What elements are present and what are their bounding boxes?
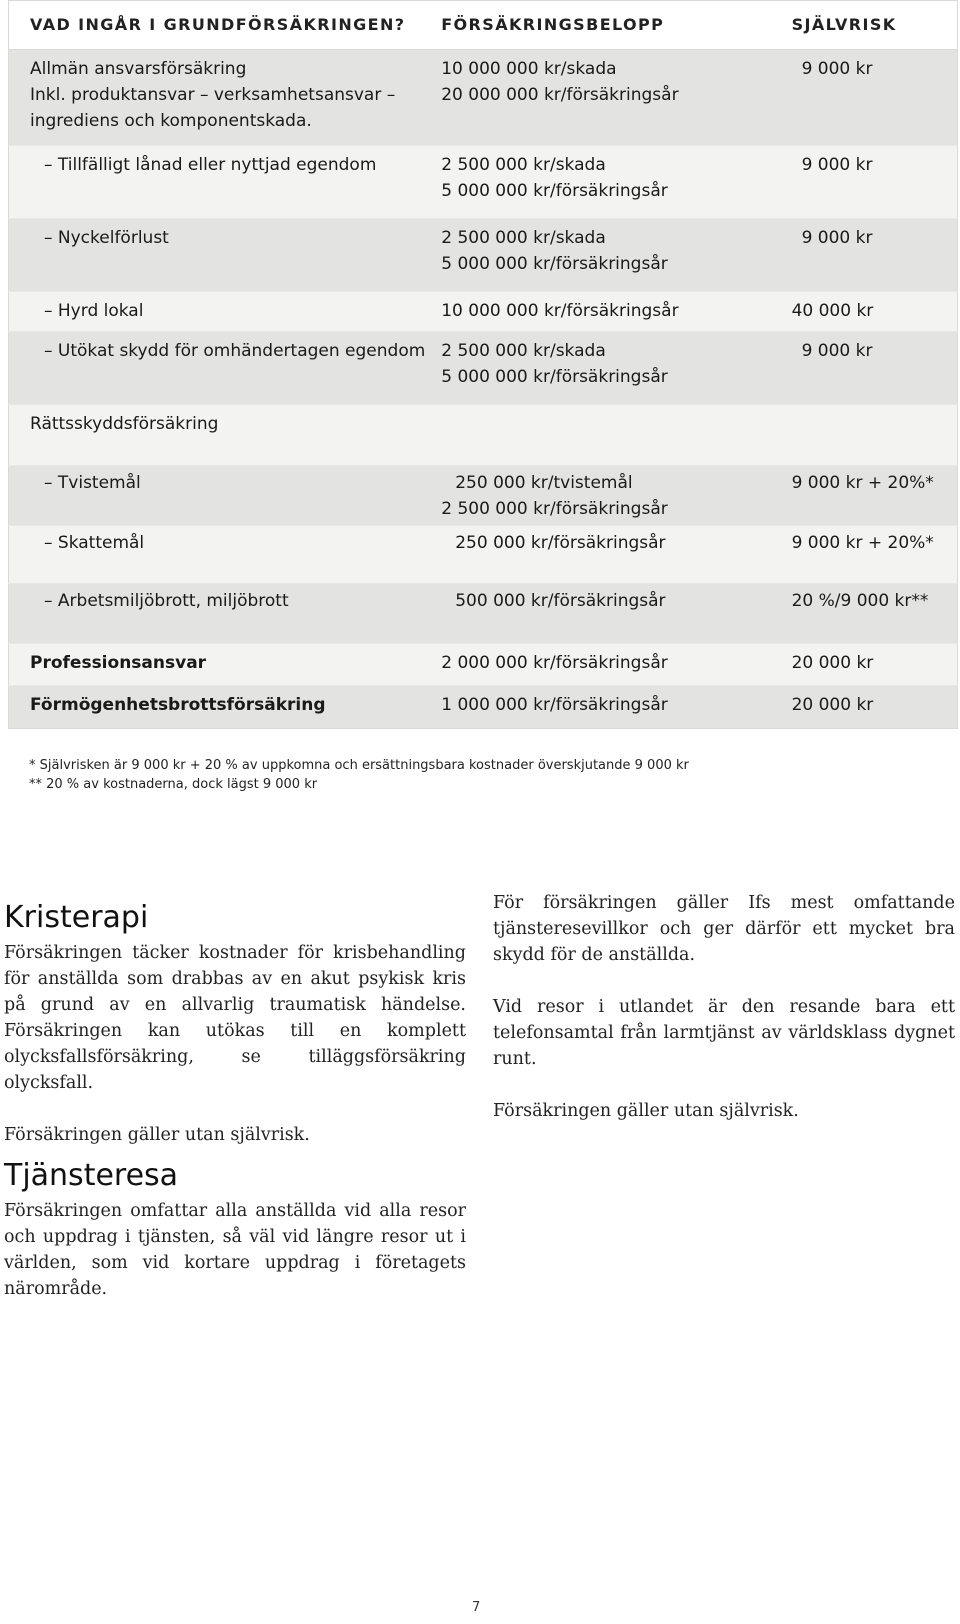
row-amount: 500 000 kr/försäkringsår <box>455 591 666 611</box>
row-deductible: 9 000 kr <box>801 228 873 248</box>
tjansteresa-section <box>4 1158 466 1328</box>
paragraph: Försäkringen täcker kostnader för krisbehandling för anställda som drabbas av en akut psykisk kris på grund av en allvarlig traumatisk händelse. Försäkringen kan utökas till en komplett olycksfallsförsäkring, se tilläggsförsäkring olycksfall. <box>4 943 466 1093</box>
footnotes <box>29 756 689 794</box>
table-row <box>9 584 958 644</box>
paragraph: Försäkringen gäller utan självrisk. <box>493 1101 799 1121</box>
row-deductible: 9 000 kr + 20%* <box>791 533 934 553</box>
row-deductible: 9 000 kr <box>801 155 873 175</box>
row-label-sub: ingrediens och komponentskada. <box>30 111 312 131</box>
row-deductible: 40 000 kr <box>791 301 874 321</box>
row-label: Professionsansvar <box>30 653 207 673</box>
section-title: Kristerapi <box>4 900 149 935</box>
row-amount: 2 500 000 kr/skada <box>441 341 606 361</box>
row-amount: 250 000 kr/tvistemål <box>455 473 633 493</box>
row-label: – Arbetsmiljöbrott, miljöbrott <box>44 591 289 611</box>
paragraph: Försäkringen omfattar alla anställda vid alla resor och uppdrag i tjänsten, så väl vid längre resor ut i världen, som vid kortare uppdrag i företagets närområde. <box>4 1201 466 1299</box>
row-label: Förmögenhetsbrottsförsäkring <box>30 695 326 715</box>
row-deductible: 20 000 kr <box>791 695 874 715</box>
row-label: Rättsskyddsförsäkring <box>30 414 219 434</box>
row-amount: 5 000 000 kr/försäkringsår <box>441 367 668 387</box>
header-amount: FÖRSÄKRINGSBELOPP <box>441 1 791 50</box>
row-label: – Tillfälligt lånad eller nyttjad egendom <box>44 155 377 175</box>
row-amount: 2 500 000 kr/försäkringsår <box>441 499 668 519</box>
paragraph: Försäkringen gäller utan självrisk. <box>4 1125 310 1145</box>
header-deductible: SJÄLVRISK <box>792 1 958 50</box>
row-deductible: 20 000 kr <box>791 653 874 673</box>
row-amount: 10 000 000 kr/skada <box>441 59 617 79</box>
table-row <box>9 526 958 584</box>
table-row <box>9 686 958 729</box>
table-header <box>9 1 958 50</box>
row-amount: 2 000 000 kr/försäkringsår <box>441 653 668 673</box>
row-label: Allmän ansvarsförsäkring <box>30 59 247 79</box>
row-label: – Tvistemål <box>44 473 141 493</box>
table-row <box>9 219 958 292</box>
row-deductible: 9 000 kr <box>801 341 873 361</box>
row-label: – Utökat skydd för omhändertagen egendom <box>44 341 426 361</box>
table-row <box>9 146 958 219</box>
row-deductible: 9 000 kr + 20%* <box>791 473 934 493</box>
coverage-table <box>8 0 958 729</box>
page-number: 7 <box>472 1600 481 1615</box>
table-row <box>9 332 958 405</box>
row-amount: 20 000 000 kr/försäkringsår <box>441 85 679 105</box>
row-amount: 2 500 000 kr/skada <box>441 155 606 175</box>
paragraph: Vid resor i utlandet är den resande bara ett telefonsamtal från larmtjänst av världsklass dygnet runt. <box>493 997 955 1069</box>
row-amount: 2 500 000 kr/skada <box>441 228 606 248</box>
row-amount: 10 000 000 kr/försäkringsår <box>441 301 679 321</box>
footnote: ** 20 % av kostnaderna, dock lägst 9 000 kr <box>29 777 318 792</box>
row-label: – Skattemål <box>44 533 145 553</box>
section-title: Tjänsteresa <box>4 1158 179 1193</box>
row-amount: 1 000 000 kr/försäkringsår <box>441 695 668 715</box>
table-row <box>9 405 958 466</box>
row-amount: 5 000 000 kr/försäkringsår <box>441 181 668 201</box>
row-amount: 250 000 kr/försäkringsår <box>455 533 666 553</box>
row-label: – Nyckelförlust <box>44 228 169 248</box>
table-row <box>9 292 958 332</box>
footnote: * Självrisken är 9 000 kr + 20 % av uppkomna och ersättningsbara kostnader överskjutande 9 000 kr <box>29 758 689 773</box>
row-deductible: 9 000 kr <box>801 59 873 79</box>
row-label-sub: Inkl. produktansvar – verksamhetsansvar – <box>30 85 396 105</box>
row-amount: 5 000 000 kr/försäkringsår <box>441 254 668 274</box>
table-row <box>9 50 958 146</box>
table-row <box>9 644 958 686</box>
tjansteresa-continued <box>493 890 955 1150</box>
row-label: – Hyrd lokal <box>44 301 144 321</box>
kristerapi-section <box>4 900 466 1174</box>
header-coverage: VAD INGÅR I GRUNDFÖRSÄKRINGEN? <box>9 1 442 50</box>
table-row <box>9 466 958 526</box>
row-deductible: 20 %/9 000 kr** <box>791 591 929 611</box>
paragraph: För försäkringen gäller Ifs mest omfattande tjänsteresevillkor och ger därför ett mycket bra skydd för de anställda. <box>493 893 955 965</box>
